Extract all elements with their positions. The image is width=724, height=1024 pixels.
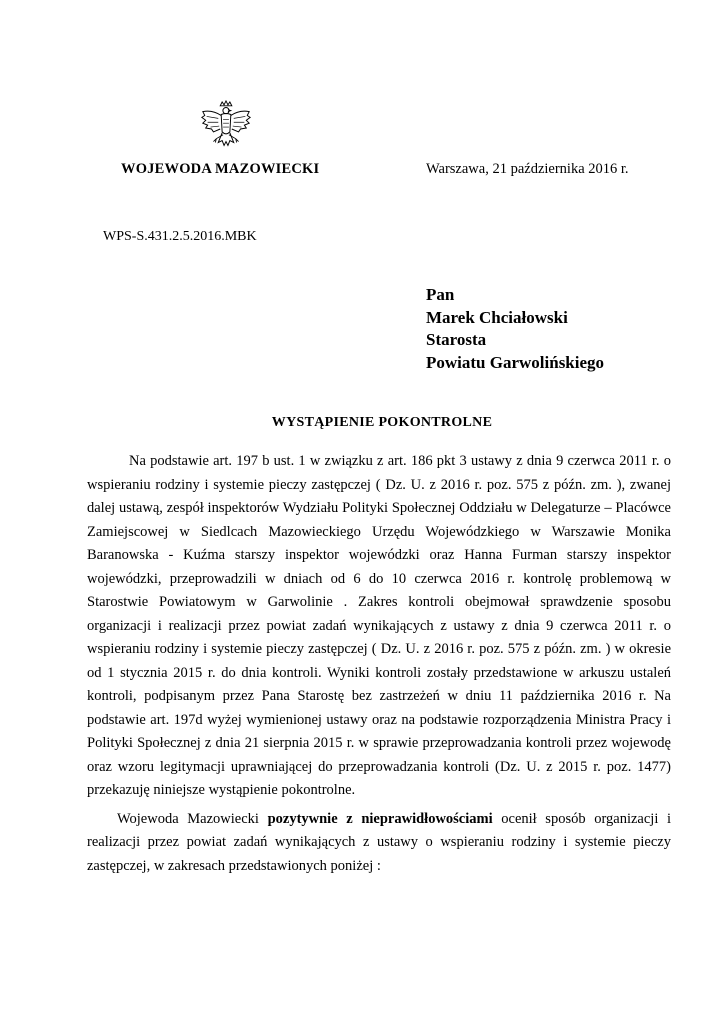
paragraph-2-start: Wojewoda Mazowiecki [117, 810, 268, 827]
addressee-salutation: Pan [426, 285, 455, 304]
assessment-result: pozytywnie z nieprawidłowościami [267, 810, 493, 827]
document-title: WYSTĄPIENIE POKONTROLNE [271, 415, 493, 430]
reference-number: WPS-S.431.2.5.2016.MBK [103, 229, 257, 244]
addressee-position: Starosta [426, 330, 487, 349]
addressee-office: Powiatu Garwolińskiego [426, 352, 605, 372]
issuing-authority: WOJEWODA MAZOWIECKI [121, 161, 320, 177]
place-and-date: Warszawa, 21 października 2016 r. [426, 161, 629, 177]
paragraph-2 [87, 808, 671, 879]
addressee-block [426, 284, 604, 374]
polish-eagle-emblem [197, 100, 255, 158]
paragraph-1: Na podstawie art. 197 b ust. 1 w związku z art. 186 pkt 3 ustawy z dnia 9 czerwca 2011 r. o wspieraniu rodziny i systemie pieczy zastępczej ( Dz. U. z 2016 r. poz. 575 z późn. zm. ), zwanej dalej ustawą, zespół inspektorów Wydziału Polityki Społecznej Oddziału w Delegaturze – Placówce Zamiejscowej w Siedlcach Mazowieckiego Urzędu Wojewódzkiego w Warszawie Monika Baranowska - Kuźma starszy inspektor wojewódzki oraz Hanna Furman starszy inspektor wojewódzki, przeprowadzili w dniach od 6 do 10 czerwca 2016 r. kontrolę problemową w Starostwie Powiatowym w Garwolinie . Zakres kontroli obejmował sprawdzenie sposobu organizacji i realizacji przez powiat zadań wynikających z ustawy z dnia 9 czerwca 2011 r. o wspieraniu rodziny i systemie pieczy zastępczej ( Dz. U. z 2016 r. poz. 575 z późn. zm. ) w okresie od 1 stycznia 2015 r. do dnia kontroli. Wyniki kontroli zostały przedstawione w arkuszu ustaleń kontroli, podpisanym przez Pana Starostę bez zastrzeżeń w dniu 11 października 2016 r. Na podstawie art. 197d wyżej wymienionej ustawy oraz na podstawie rozporządzenia Ministra Pracy i Polityki Społecznej z dnia 21 sierpnia 2015 r. w sprawie przeprowadzania kontroli przez wojewodę oraz wzoru legitymacji uprawniającej do przeprowadzania kontroli (Dz. U. z 2015 r. poz. 1477) przekazuję niniejsze wystąpienie pokontrolne. [87, 453, 671, 798]
addressee-name: Marek Chciałowski [426, 307, 568, 327]
document-body [87, 450, 671, 878]
paragraph-2-end: ocenił sposób organizacji i realizacji przez powiat zadań wynikających z ustawy o wspieraniu rodziny i systemie pieczy zastępczej, w zakresach przedstawionych poniżej : [87, 810, 672, 874]
